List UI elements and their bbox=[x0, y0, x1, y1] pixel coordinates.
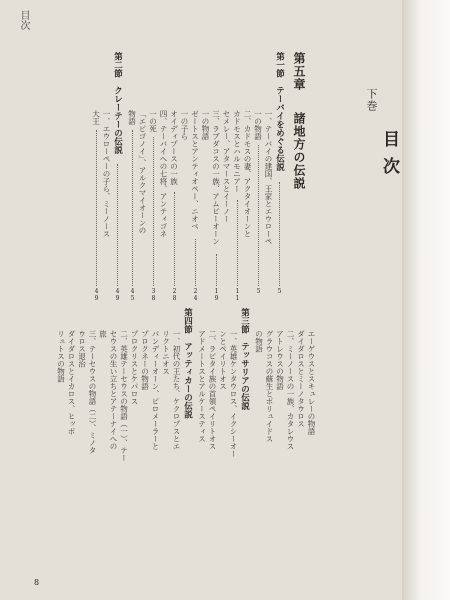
running-header bbox=[18, 10, 28, 30]
toc-section-text: 第一節 テーバイをめぐる伝説 bbox=[274, 52, 285, 171]
toc-entry-text: グラウコスの蘇生とポリュイドス bbox=[265, 330, 274, 443]
toc-entry-text: 一、エウローペーの子ら、ミーノース bbox=[102, 110, 111, 238]
toc-leader-dots bbox=[132, 130, 133, 286]
toc-page-number: 49 bbox=[93, 288, 100, 302]
toc-entry-text: 大王 bbox=[91, 110, 101, 125]
toc-entry bbox=[141, 330, 149, 390]
chapter-title: 諸地方の伝説 bbox=[292, 112, 306, 190]
toc-entry bbox=[223, 110, 231, 223]
toc-leader-dots bbox=[216, 254, 217, 286]
toc-entry-text: 三、テーセウスの物語（二）、ミノタ bbox=[88, 330, 97, 454]
toc-entry-text: 二、英雄テーセウスの物語（一）、テー bbox=[119, 330, 129, 462]
toc-entry-text: セウスの生い立ちとアテーナイへの bbox=[109, 330, 118, 450]
toc-section bbox=[183, 308, 192, 419]
chapter-heading bbox=[293, 52, 305, 190]
toc-entry bbox=[202, 110, 210, 140]
toc-entry bbox=[308, 330, 316, 435]
toc-entry-text: リュトスの物語 bbox=[56, 330, 66, 383]
toc-entry bbox=[265, 110, 273, 245]
toc-entry-text: セメレー、アタマースとイーノー bbox=[222, 110, 231, 223]
toc-entry-text: ウロス退治 bbox=[77, 330, 87, 368]
toc-page-number: 5 bbox=[255, 288, 262, 295]
toc-entry-text: エーゲウスとスキュレーの物語 bbox=[307, 330, 316, 435]
toc-entry bbox=[57, 330, 65, 383]
toc-leader-dots bbox=[237, 200, 238, 286]
toc-entry-text: ダイダロスとミーノタウロス bbox=[296, 330, 306, 428]
toc-entry-text: パンディーオーン、ピロメーラーと bbox=[151, 330, 160, 450]
toc-page-number: 11 bbox=[234, 288, 241, 302]
toc-entry-text: オイディプースの一族 bbox=[169, 110, 179, 185]
toc-entry-text: 一、テーバイの建国、王家とエウローペ bbox=[264, 110, 273, 245]
toc-section-text: 第二節 クレーテーの伝説 bbox=[112, 52, 123, 154]
toc-entry bbox=[255, 330, 263, 353]
toc-entry bbox=[173, 330, 181, 450]
toc-entry bbox=[230, 330, 238, 458]
toc-entry-text: リクトニオス bbox=[161, 330, 171, 375]
toc-page-number: 24 bbox=[192, 288, 199, 302]
toc-leader-dots bbox=[153, 137, 154, 286]
toc-entry-text: 一の物語 bbox=[253, 110, 263, 140]
page-folio: 8 bbox=[34, 578, 40, 587]
toc-entry bbox=[160, 110, 168, 238]
toc-entry bbox=[149, 110, 157, 133]
toc-page-number: 5 bbox=[276, 288, 283, 295]
toc-entry bbox=[198, 330, 206, 443]
toc-entry bbox=[120, 330, 128, 461]
toc-entry bbox=[110, 330, 118, 450]
toc-entry bbox=[152, 330, 160, 450]
page-title-text: 目次 bbox=[379, 130, 399, 184]
toc-page-number: 38 bbox=[150, 288, 157, 302]
toc-entry bbox=[99, 330, 107, 338]
toc-section bbox=[275, 52, 284, 171]
toc-entry bbox=[209, 330, 217, 450]
toc-entry-text: 四、テーバイへの七将、アンティゴネ bbox=[159, 110, 168, 238]
toc-entry bbox=[191, 110, 199, 230]
toc-entry bbox=[219, 330, 227, 390]
chapter-label: 第五章 bbox=[292, 52, 306, 91]
toc-entry-text: 一の物語 bbox=[201, 110, 210, 140]
toc-entry-text: 三、ラブダコスの一族、アムピーオーン bbox=[211, 110, 221, 245]
volume-label-text: 下巻 bbox=[365, 88, 378, 112]
page-title bbox=[380, 130, 397, 184]
toc-entry-text: 一の死 bbox=[148, 110, 158, 133]
toc-leader-dots bbox=[117, 164, 118, 286]
toc-entry bbox=[244, 110, 252, 238]
toc-page-number: 28 bbox=[171, 288, 178, 302]
toc-page-number: 19 bbox=[213, 288, 220, 302]
toc-section bbox=[113, 52, 122, 154]
toc-entry-text: アトレウスの物語 bbox=[275, 330, 285, 390]
toc-entry bbox=[266, 330, 274, 443]
toc-entry bbox=[89, 330, 97, 454]
toc-leader-dots bbox=[279, 182, 280, 286]
toc-entry bbox=[128, 110, 136, 125]
toc-entry-text: 一、英雄ケンタウロス、イクシーオー bbox=[229, 330, 238, 458]
toc-leader-dots bbox=[195, 239, 196, 286]
toc-entry-text: カドモスとハルモニアー bbox=[232, 110, 242, 193]
toc-leader-dots bbox=[174, 192, 175, 286]
toc-entry bbox=[212, 110, 220, 245]
toc-entry bbox=[254, 110, 262, 140]
toc-entry-text: 二、カドモスの妻、アクタイオーンと bbox=[243, 110, 252, 238]
toc-entry bbox=[233, 110, 241, 193]
toc-entry bbox=[276, 330, 284, 390]
running-header-text: 目次 bbox=[18, 10, 29, 30]
toc-entry-text: 旅 bbox=[98, 330, 108, 338]
toc-entry bbox=[92, 110, 100, 125]
toc-entry-text: の物語 bbox=[254, 330, 264, 353]
toc-entry-text: 物語 bbox=[127, 110, 137, 125]
toc-entry-text: アドメートスとアルケースティス bbox=[197, 330, 207, 443]
toc-page-number: 49 bbox=[114, 288, 121, 302]
binding-gutter bbox=[402, 0, 450, 600]
toc-entry bbox=[78, 330, 86, 368]
toc-entry bbox=[287, 330, 295, 450]
toc-entry bbox=[139, 110, 147, 234]
toc-leader-dots bbox=[258, 145, 259, 286]
toc-section-text: 第三節 テッサリアの伝説 bbox=[239, 308, 250, 410]
toc-leader-dots bbox=[96, 130, 97, 286]
toc-entry-text: 一の子ら bbox=[180, 110, 189, 140]
toc-entry bbox=[131, 330, 139, 405]
toc-page-number: 45 bbox=[129, 288, 136, 302]
toc-section bbox=[240, 308, 249, 410]
toc-section-text: 第四節 アッティカーの伝説 bbox=[182, 308, 193, 419]
toc-entry bbox=[170, 110, 178, 185]
toc-entry-text: プロクネーの物語 bbox=[140, 330, 150, 390]
toc-entry-text: 「エピゴノイ」、アルクマイオーンの bbox=[138, 110, 147, 234]
toc-entry bbox=[181, 110, 189, 140]
toc-entry bbox=[103, 110, 111, 238]
toc-entry bbox=[68, 330, 76, 435]
toc-entry-text: 一、初代の王たち、ケクロプスとエ bbox=[172, 330, 181, 450]
toc-entry-text: ンとペイリトオス bbox=[218, 330, 228, 390]
toc-entry bbox=[297, 330, 305, 428]
volume-label bbox=[366, 88, 377, 112]
toc-entry bbox=[162, 330, 170, 375]
toc-entry-text: 二、ミーノースの一族、カタレウス bbox=[286, 330, 295, 450]
toc-entry-text: ダイダロスとイカロス、ヒッポ bbox=[67, 330, 76, 435]
toc-entry-text: プロクリスとケパロス bbox=[130, 330, 139, 405]
toc-entry-text: 二、ラピタイ族の首領ペイリトオス bbox=[208, 330, 217, 450]
toc-entry-text: ゼートスとアンティオペー、ニオベ bbox=[190, 110, 200, 230]
